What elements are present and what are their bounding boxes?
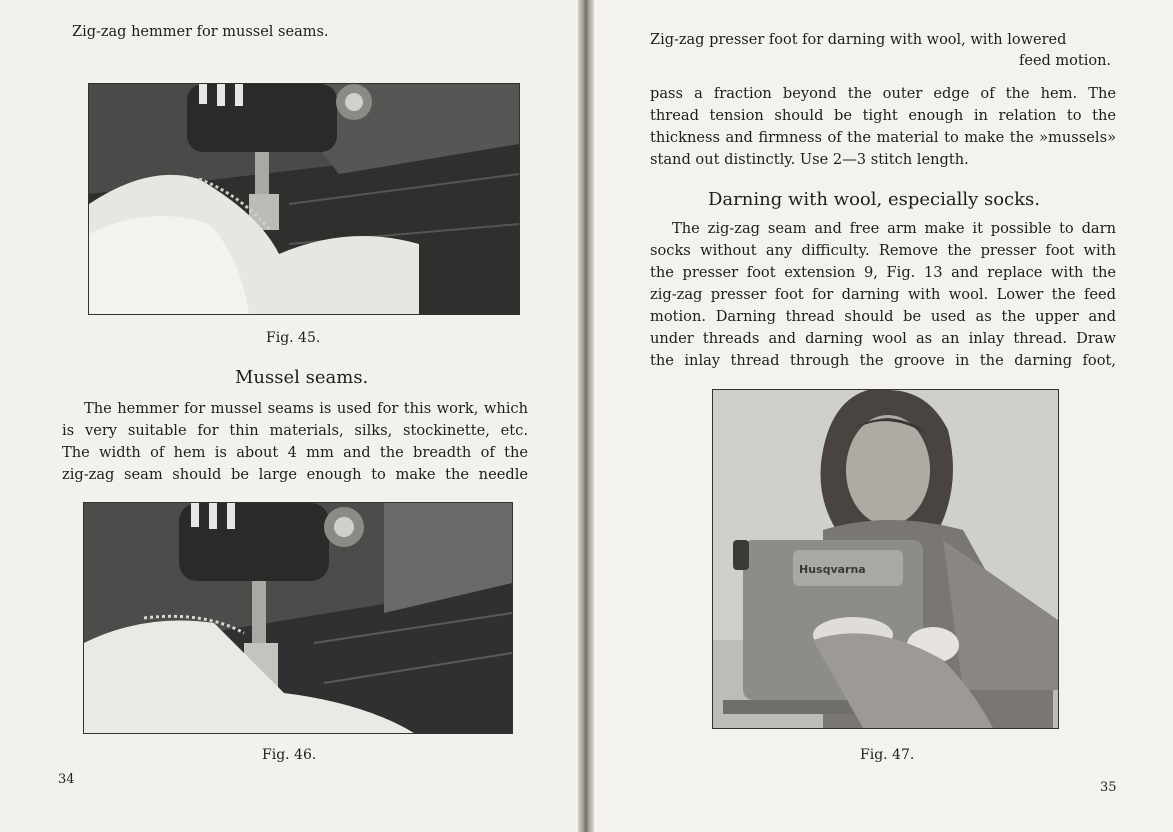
fig45-photo (88, 83, 520, 315)
body-line: thread tension should be tight enough in relation to the (650, 107, 1116, 124)
darning-heading: Darning with wool, especially socks. (708, 189, 1041, 210)
body-line: under threads and darning wool as an inlay thread. Draw (650, 330, 1116, 347)
badge-label: Husqvarna (799, 563, 866, 576)
husqvarna-badge (799, 563, 866, 576)
mussel-seams-heading: Mussel seams. (235, 367, 369, 388)
body-line: stand out distinctly. Use 2—3 stitch length. (650, 151, 969, 168)
body-line: the presser foot extension 9, Fig. 13 and replace with the (650, 264, 1116, 281)
body-line: zig-zag presser foot for darning with wool. Lower the feed (650, 286, 1116, 303)
body-line: the inlay thread through the groove in the darning foot, (650, 352, 1116, 369)
woman-darning-photo (713, 390, 1058, 728)
body-line: The hemmer for mussel seams is used for this work, which (84, 400, 528, 417)
page-number-right: 35 (1100, 780, 1117, 795)
body-line: thickness and firmness of the material to make the »mussels» (650, 129, 1116, 146)
sewing-hemmer-photo (89, 84, 519, 314)
book-gutter (578, 0, 594, 832)
hem-continuation-text (650, 83, 1116, 171)
body-line: is very suitable for thin materials, silks, stockinette, etc. (62, 422, 528, 439)
fig47-caption: Fig. 47. (860, 747, 915, 763)
fig47-top-caption-line2: feed motion. (1019, 53, 1112, 69)
body-line: pass a fraction beyond the outer edge of the hem. The (650, 85, 1116, 102)
fig46-photo (83, 502, 513, 734)
body-line: The zig-zag seam and free arm make it possible to darn (672, 220, 1116, 237)
darning-text (650, 218, 1116, 372)
fig46-caption: Fig. 46. (262, 747, 317, 763)
fig45-caption: Fig. 45. (266, 330, 321, 346)
body-line: The width of hem is about 4 mm and the breadth of the (62, 444, 528, 461)
body-line: zig-zag seam should be large enough to make the needle (62, 466, 528, 483)
fig45-top-caption: Zig-zag hemmer for mussel seams. (72, 24, 329, 40)
fig47-top-caption-line1: Zig-zag presser foot for darning with wool, with lowered (650, 32, 1067, 48)
sewing-hemmer-photo-2 (84, 503, 512, 733)
mussel-seams-text (62, 398, 528, 486)
body-line: socks without any difficulty. Remove the presser foot with (650, 242, 1116, 259)
body-line: motion. Darning thread should be used as the upper and (650, 308, 1116, 325)
page-number-left: 34 (58, 772, 75, 787)
fig47-photo (712, 389, 1059, 729)
